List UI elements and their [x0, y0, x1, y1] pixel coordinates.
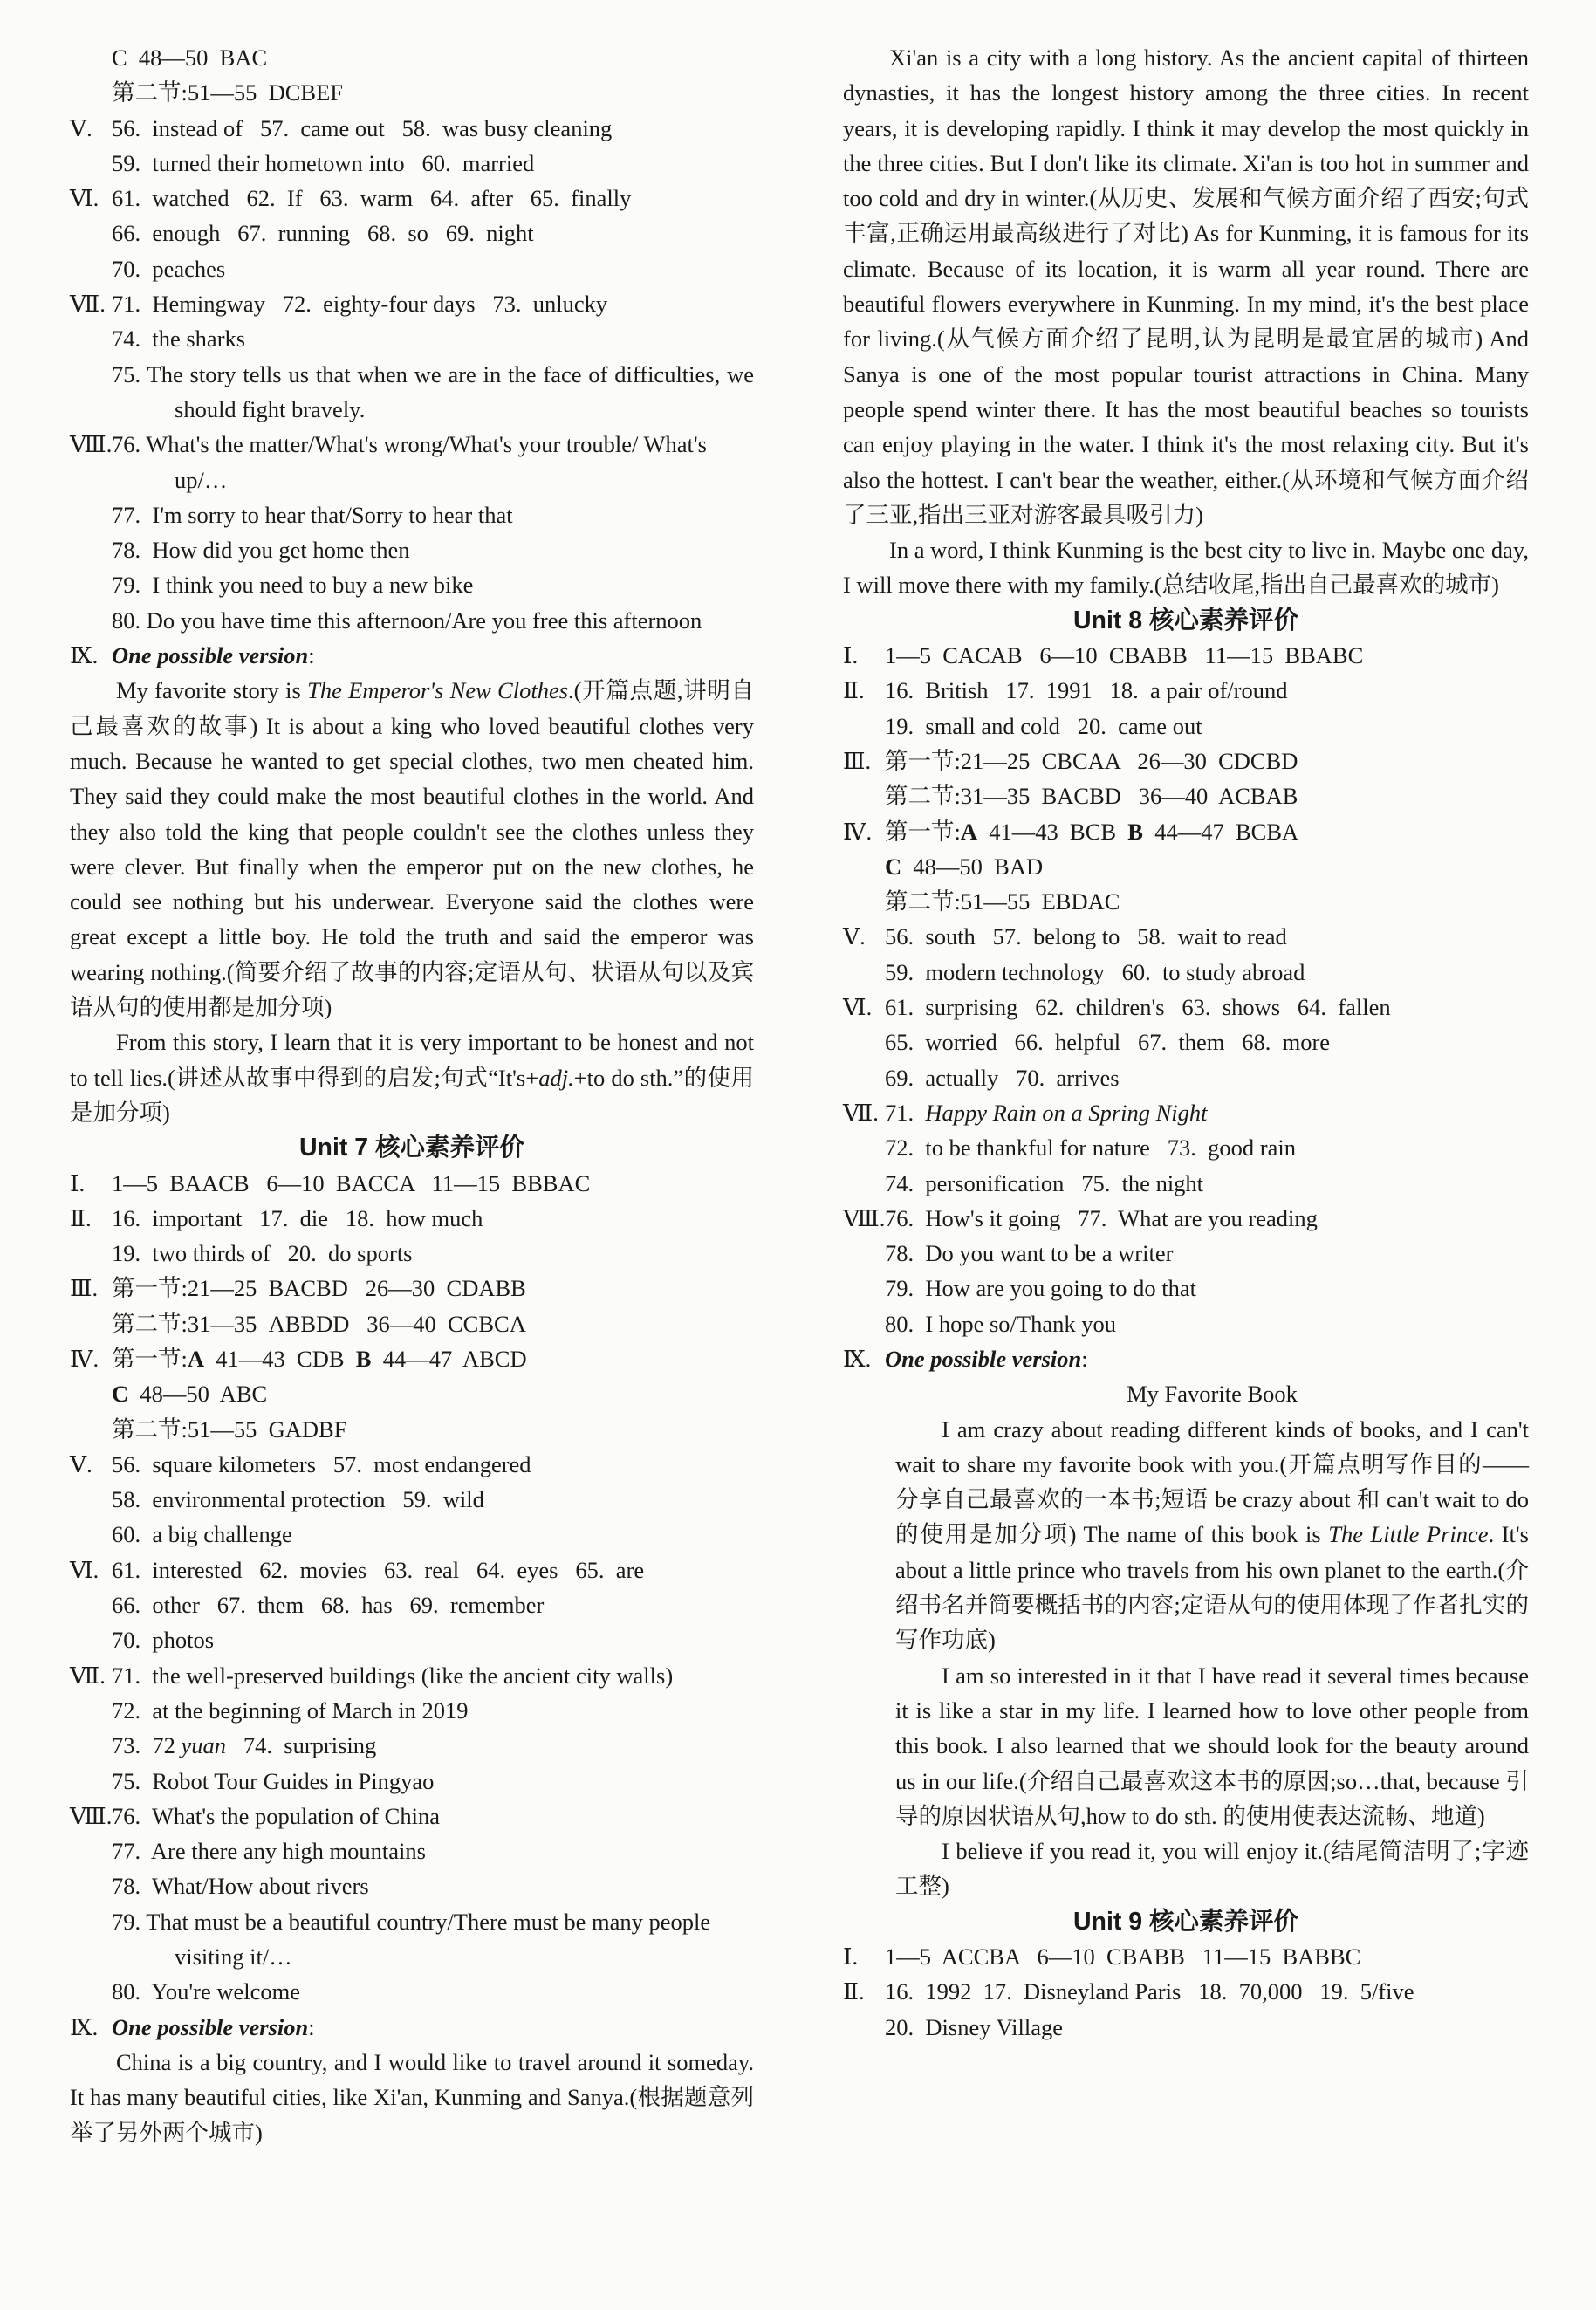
answer-line: 60. a big challenge — [112, 1521, 292, 1548]
answer-line: 59. modern technology 60. to study abroad — [885, 958, 1305, 985]
unit-7-heading: Unit 7 核心素养评价 — [298, 1134, 525, 1162]
essay-paragraph: I believe if you read it, you will enjoy it.(结尾简洁明了;字迹工整) — [895, 1838, 1529, 1900]
answer-line: 第二节:51—55 DCBEF — [112, 79, 344, 106]
answer-line: 79. How are you going to do that — [885, 1275, 1196, 1302]
section-1: Ⅰ. 1—5 BAACB 6—10 BACCA 11—15 BBBAC — [70, 1169, 591, 1196]
answer-line: C 48—50 BAC — [112, 45, 268, 71]
section-2: Ⅱ. 16. important 17. die 18. how much — [70, 1204, 483, 1231]
answer-line: 80. I hope so/Thank you — [885, 1310, 1116, 1337]
answer-line: 第二节:51—55 EBDAC — [885, 888, 1120, 915]
answer-line: 20. Disney Village — [885, 2013, 1064, 2040]
answer-line: 73. 72 yuan 74. surprising — [112, 1732, 377, 1759]
answer-line: 74. the sharks — [112, 326, 246, 353]
answer-line: 74. personification 75. the night — [885, 1169, 1204, 1196]
answer-line: 79. I think you need to buy a new bike — [112, 572, 474, 599]
essay-paragraph: My favorite story is The Emperor's New Clothes.(开篇点题,讲明自己最喜欢的故事) It is about a king who loved beautiful clothes very much. Because he wanted to get special clothes, two men cheated him. They said they could make the most beautiful clothes in the world. And they also told the king that people couldn't see the clothes unless they were clever. But finally when the emperor put on the new clothes, he could see nothing but his underwear. Everyone said the clothes were great except a little boy. He told the truth and said the emperor was wearing nothing.(简要介绍了故事的内容;定语从句、状语从句以及宾语从句的使用都是加分项) — [70, 677, 755, 1021]
section-3: Ⅲ. 第一节:21—25 BACBD 26—30 CDABB — [70, 1275, 526, 1302]
answer-line: 65. worried 66. helpful 67. them 68. more — [885, 1029, 1331, 1056]
answer-line: 19. two thirds of 20. do sports — [112, 1240, 413, 1267]
answer-line: 78. What/How about rivers — [112, 1873, 369, 1900]
answer-line: C 48—50 BAD — [885, 853, 1044, 880]
answer-line: 70. peaches — [112, 255, 226, 282]
unit-8-heading: Unit 8 核心素养评价 — [1072, 606, 1299, 634]
essay-block — [843, 1376, 1529, 1903]
essay-paragraph: Xi'an is a city with a long history. As the ancient capital of thirteen dynasties, it has the longest history among the three cities. In recent years, it is developing rapidly. I think it may develop the most quickly in the three cities. But I don't like its climate. Xi'an is too hot in summer and too cold and dry in winter.(从历史、发展和气候方面介绍了西安;句式丰富,正确运用最高级进行了对比) As for Kunming, it is famous for its climate. Because of its location, it is warm all year round. There are beautiful flowers everywhere in Kunming. In my mind, it's the best place for living.(从气候方面介绍了昆明,认为昆明是最宜居的城市) And Sanya is one of the most popular tourist attractions in China. Many people spend winter there. It has the most beautiful beaches so tourists can enjoy playing in the water. I think it's the most relaxing city. But it's also the hottest. I can't bear the weather, either.(从环境和气候方面介绍了三亚,指出三亚对游客最具吸引力) — [843, 45, 1529, 528]
section-8: Ⅷ. 76. What's the matter/What's wrong/What's your trouble/ What's up/… — [70, 431, 707, 493]
essay-paragraph: I am crazy about reading different kinds of books, and I can't wait to share my favorite book with you.(开篇点明写作目的——分享自己最喜欢的一本书;短语 be crazy about 和 can't wait to do 的使用是加分项) The name of this book is The Little Prince. It's about a little prince who travels from his own planet to the earth.(介绍书名并简要概括书的内容;定语从句的使用体现了作者扎实的写作功底) — [895, 1415, 1529, 1654]
answer-line: 78. How did you get home then — [112, 537, 410, 564]
answer-line: 72. to be thankful for nature 73. good rain — [885, 1134, 1296, 1162]
answer-line: 66. enough 67. running 68. so 69. night — [112, 220, 534, 247]
answer-line: 80. You're welcome — [112, 1978, 301, 2005]
section-8: Ⅷ. 76. How's it going 77. What are you reading — [843, 1204, 1318, 1231]
unit-9-heading: Unit 9 核心素养评价 — [1072, 1907, 1299, 1936]
section-2: Ⅱ. 16. British 17. 1991 18. a pair of/round — [843, 677, 1288, 704]
answer-line: 72. at the beginning of March in 2019 — [112, 1697, 469, 1724]
answer-line: 75. Robot Tour Guides in Pingyao — [112, 1767, 435, 1794]
answer-line: 58. environmental protection 59. wild — [112, 1486, 484, 1513]
section-2: Ⅱ. 16. 1992 17. Disneyland Paris 18. 70,000 19. 5/five — [843, 1978, 1414, 2005]
essay-paragraph: From this story, I learn that it is very important to be honest and not to tell lies.(讲述从故事中得到的启发;句式“It's+adj.+to do sth.”的使用是加分项) — [70, 1029, 754, 1126]
answer-line: 69. actually 70. arrives — [885, 1064, 1120, 1091]
answer-line: 第二节:51—55 GADBF — [112, 1415, 347, 1443]
section-1: Ⅰ. 1—5 ACCBA 6—10 CBABB 11—15 BABBC — [843, 1943, 1361, 1971]
section-4: Ⅳ. 第一节:A 41—43 BCB B 44—47 BCBA — [843, 818, 1299, 845]
answer-line: 70. photos — [112, 1627, 215, 1654]
essay-paragraph: I am so interested in it that I have read it several times because it is like a star in my life. I learned how to love other people from this book. I also learned that we should look for the beauty around us in our life.(介绍自己最喜欢这本书的原因;so…that, because 引导的原因状语从句,how to do sth. 的使用使表达流畅、地道) — [895, 1662, 1529, 1829]
answer-line: 第二节:31—35 ABBDD 36—40 CCBCA — [112, 1310, 526, 1337]
section-5: Ⅴ. 56. square kilometers 57. most endangered — [70, 1450, 531, 1477]
section-6: Ⅵ. 61. watched 62. If 63. warm 64. after 65. finally — [70, 185, 632, 212]
section-7: Ⅶ. 71. Happy Rain on a Spring Night — [843, 1099, 1208, 1126]
section-5: Ⅴ. 56. south 57. belong to 58. wait to read — [843, 923, 1287, 950]
answer-line: 78. Do you want to be a writer — [885, 1240, 1174, 1267]
right-column — [843, 40, 1529, 2045]
book-title: The Little Prince — [1328, 1521, 1489, 1548]
section-1: Ⅰ. 1—5 CACAB 6—10 CBABB 11—15 BBABC — [843, 642, 1364, 669]
answer-line: 80. Do you have time this afternoon/Are you free this afternoon — [112, 607, 702, 634]
answer-line: C 48—50 ABC — [112, 1381, 268, 1408]
story-title: The Emperor's New Clothes — [307, 677, 569, 704]
answer-line: 77. Are there any high mountains — [112, 1838, 426, 1865]
answer-line: 75. The story tells us that when we are in the face of difficulties, we should fight bravely. — [112, 360, 754, 422]
section-7: Ⅶ. 71. the well-preserved buildings (like the ancient city walls) — [70, 1662, 674, 1689]
answer-line: 77. I'm sorry to hear that/Sorry to hear that — [112, 501, 513, 528]
section-9: Ⅸ. One possible version: — [70, 642, 315, 669]
answer-line: 79. That must be a beautiful country/There must be many people visiting it/… — [112, 1908, 711, 1971]
answer-line: 66. other 67. them 68. has 69. remember — [112, 1592, 545, 1619]
answer-line: 19. small and cold 20. came out — [885, 712, 1202, 739]
section-6: Ⅵ. 61. surprising 62. children's 63. shows 64. fallen — [843, 994, 1391, 1021]
answer-line: 第二节:31—35 BACBD 36—40 ACBAB — [885, 783, 1298, 810]
essay-paragraph: China is a big country, and I would like to travel around it someday. It has many beautiful cities, like Xi'an, Kunming and Sanya.(根据题意列举了另外两个城市) — [70, 2048, 754, 2146]
essay-paragraph: In a word, I think Kunming is the best city to live in. Maybe one day, I will move there with my family.(总结收尾,指出自己最喜欢的城市) — [843, 537, 1529, 599]
section-8: Ⅷ. 76. What's the population of China — [70, 1802, 440, 1829]
section-9: Ⅸ. One possible version: — [70, 2013, 315, 2040]
section-4: Ⅳ. 第一节:A 41—43 CDB B 44—47 ABCD — [70, 1345, 527, 1372]
section-5: Ⅴ. 56. instead of 57. came out 58. was busy cleaning — [70, 114, 613, 141]
answer-line: 59. turned their hometown into 60. married — [112, 149, 535, 176]
essay-title: My Favorite Book — [1127, 1381, 1298, 1408]
section-7: Ⅶ. 71. Hemingway 72. eighty-four days 73. unlucky — [70, 291, 608, 318]
section-3: Ⅲ. 第一节:21—25 CBCAA 26—30 CDCBD — [843, 747, 1298, 774]
section-6: Ⅵ. 61. interested 62. movies 63. real 64. eyes 65. are — [70, 1556, 645, 1583]
section-9: Ⅸ. One possible version: — [843, 1345, 1088, 1372]
left-column — [70, 40, 754, 2150]
